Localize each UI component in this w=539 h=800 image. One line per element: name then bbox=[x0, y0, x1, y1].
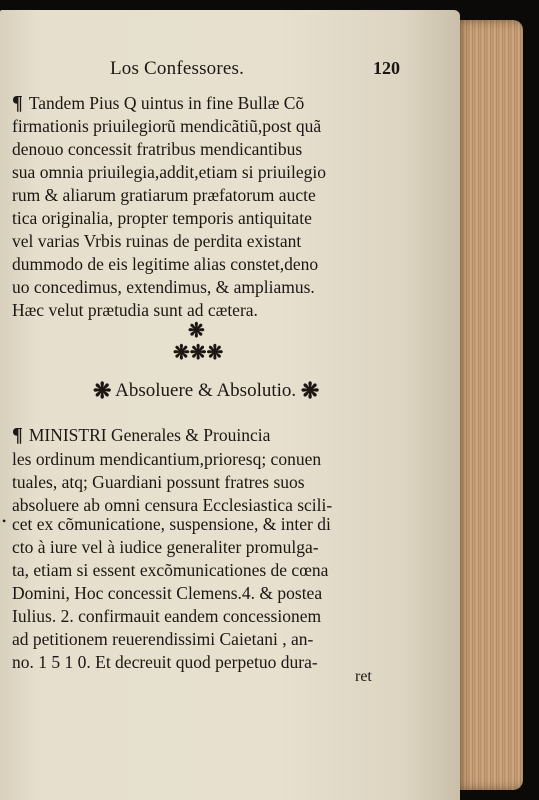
text-line: uo concedimus, extendimus, & ampliamus. bbox=[12, 277, 315, 297]
text-line: cto à iure vel à iudice generaliter promulga- bbox=[12, 537, 319, 557]
margin-mark: • bbox=[2, 514, 7, 528]
text-line: les ordinum mendicantium,prioresq; conuen bbox=[12, 449, 322, 469]
heading-ornament-right-icon: ❋ bbox=[300, 378, 320, 403]
text-line: vel varias Vrbis ruinas de perdita existant bbox=[12, 231, 302, 251]
section-heading bbox=[93, 378, 319, 404]
text-line: tuales, atq; Guardiani possunt fratres suos bbox=[12, 472, 305, 492]
page-header bbox=[110, 58, 400, 82]
paragraph-mark-icon: ¶ bbox=[12, 424, 23, 446]
text-line: tica originalia, propter temporis antiquitate bbox=[12, 208, 312, 228]
text-line: ta, etiam si essent excõmunicationes de cœna bbox=[12, 560, 329, 580]
text-line: Domini, Hoc concessit Clemens.4. & postea bbox=[12, 583, 323, 603]
running-head: Los Confessores. bbox=[110, 58, 245, 79]
line-text: MINISTRI Generales & Prouincia bbox=[28, 425, 271, 445]
heading-ornament-left-icon: ❋ bbox=[93, 378, 112, 403]
line-text: Tandem Pius Q uintus in fine Bullæ Cõ bbox=[28, 93, 305, 113]
text-line: denouo concessit fratribus mendicantibus bbox=[12, 139, 303, 159]
text-line bbox=[12, 93, 304, 113]
text-line: ad petitionem reuerendissimi Caietani , an- bbox=[12, 629, 314, 649]
text-line: rum & aliarum gratiarum præfatorum aucte bbox=[12, 185, 316, 205]
ornament-triple-icon: ❋❋❋ bbox=[173, 342, 224, 364]
text-line: Iulius. 2. confirmauit eandem concessionem bbox=[12, 606, 322, 626]
text-line: cet ex cõmunicatione, suspensione, & inter di bbox=[12, 514, 331, 534]
section-title: Absoluere & Absolutio. bbox=[115, 380, 297, 401]
text-line bbox=[12, 425, 270, 445]
text-line: sua omnia priuilegia,addit,etiam si priuilegio bbox=[12, 162, 326, 182]
ornament-single-icon: ❋ bbox=[188, 320, 205, 342]
text-line: dummodo de eis legitime alias constet,deno bbox=[12, 254, 319, 274]
paragraph-mark-icon: ¶ bbox=[12, 92, 23, 114]
page-fore-edge bbox=[455, 20, 523, 790]
catchword: ret bbox=[355, 668, 372, 685]
text-line: no. 1 5 1 0. Et decreuit quod perpetuo dura- bbox=[12, 652, 318, 672]
text-line: Hæc velut prætudia sunt ad cætera. bbox=[12, 300, 258, 320]
page-number: 120 bbox=[373, 58, 400, 78]
text-line: absoluere ab omni censura Ecclesiastica scili- bbox=[12, 495, 333, 515]
text-line: firmationis priuilegiorũ mendicãtiũ,post quã bbox=[12, 116, 322, 136]
